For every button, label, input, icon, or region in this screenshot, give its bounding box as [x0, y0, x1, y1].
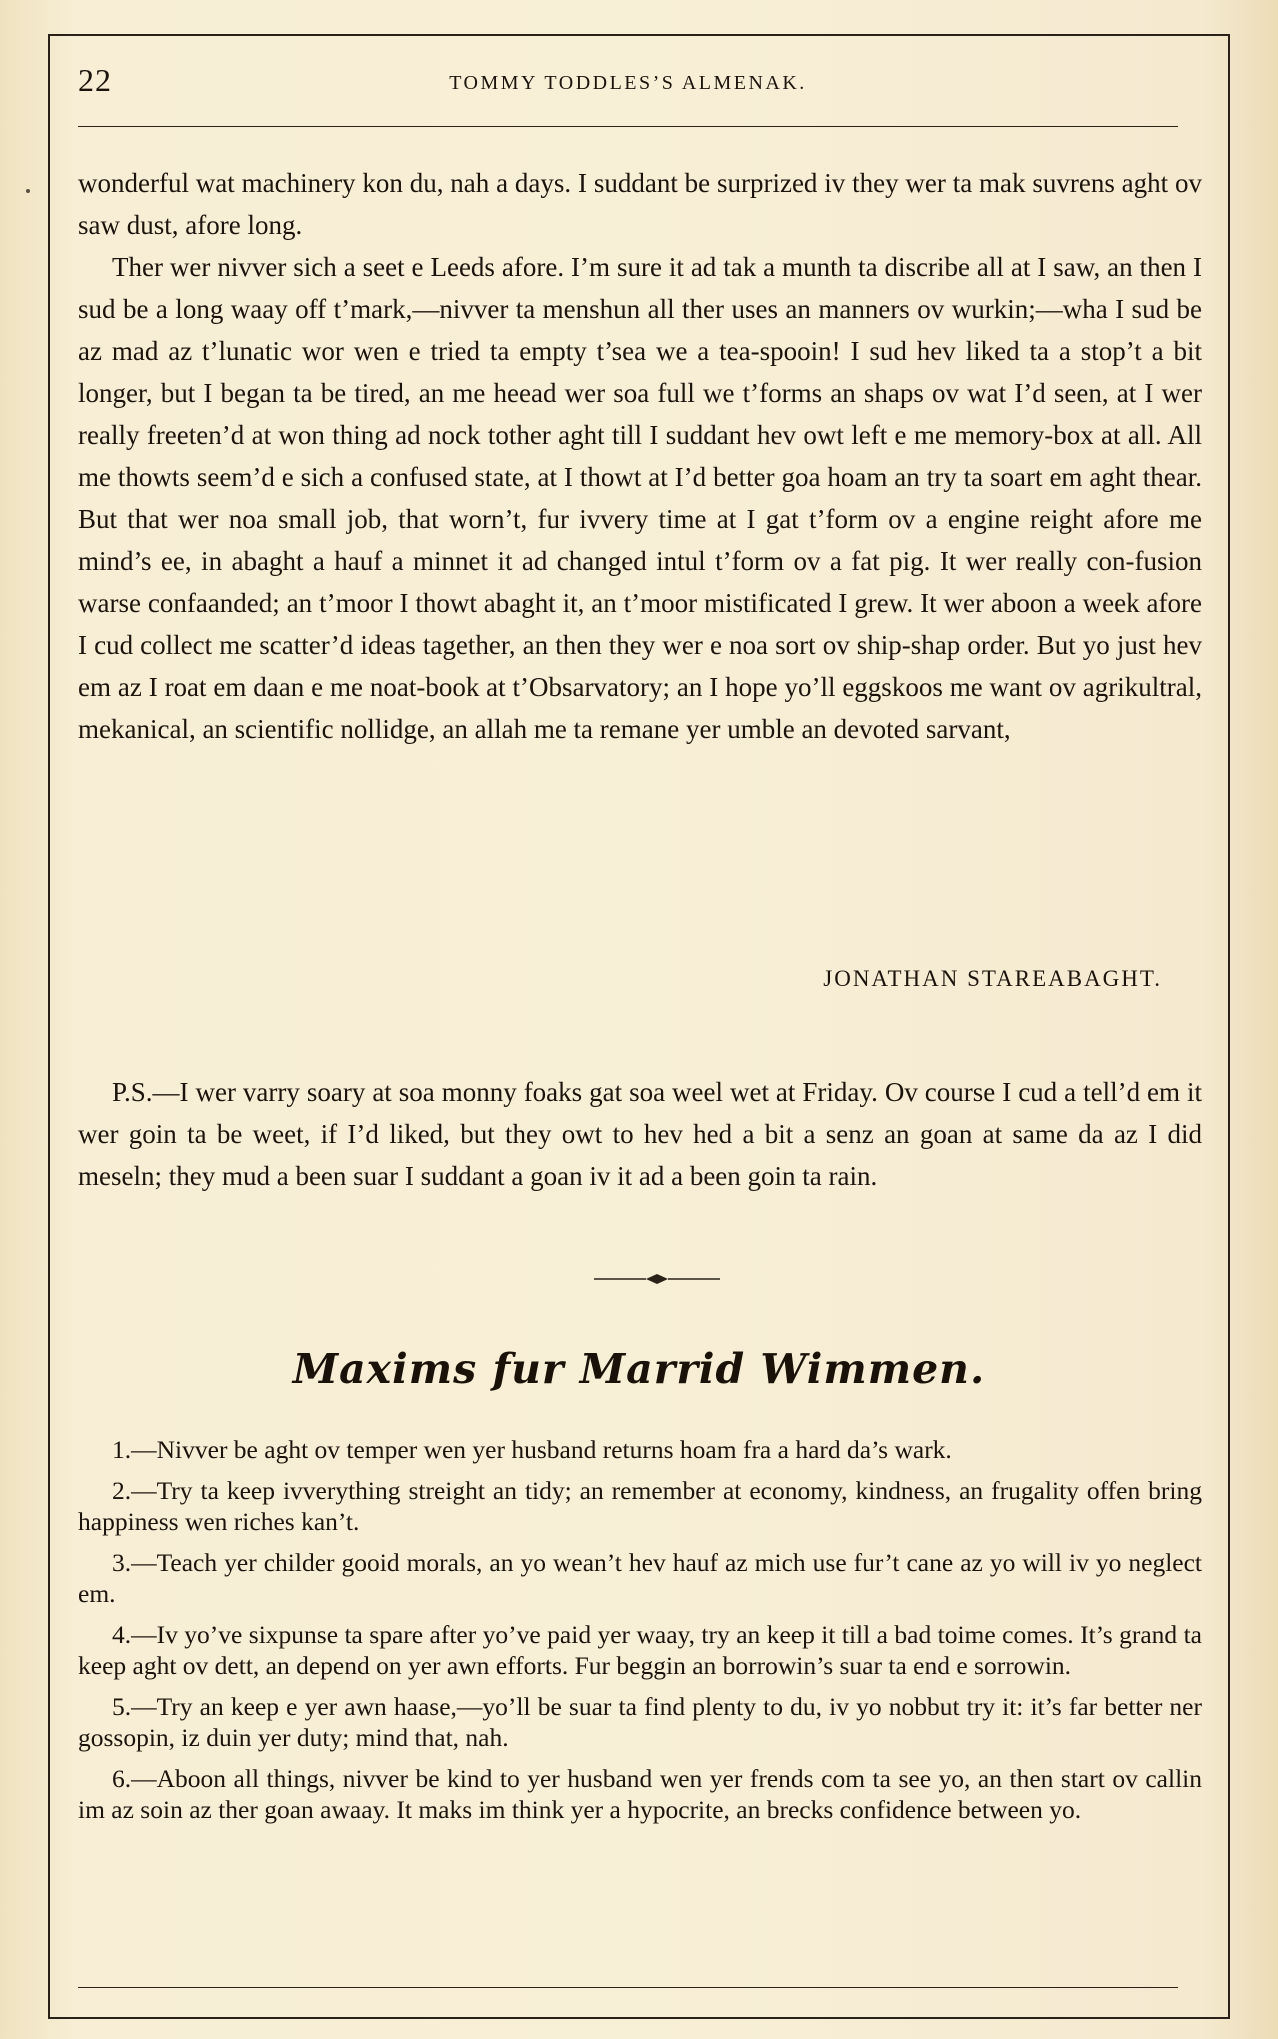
- margin-speck: [26, 189, 30, 193]
- page-frame-top: [48, 34, 1230, 36]
- page-frame-right: [1228, 34, 1230, 2019]
- page-frame-left: [48, 34, 50, 2019]
- maxim-item: 1.—Nivver be aght ov temper wen yer husband returns hoam fra a hard da’s wark.: [112, 1435, 952, 1464]
- maxim-item: 2.—Try ta keep ivverything streight an tidy; an remember at economy, kindness, an frugality offen bring happiness wen riches kan’t.: [78, 1476, 1202, 1536]
- maxim-item: 4.—Iv yo’ve sixpunse ta spare after yo’ve paid yer waay, try an keep it till a bad toime comes. It’s grand ta keep aght ov dett, an depend on yer awn efforts. Fur beggin an borrowin’s suar ta end e sorrowin.: [78, 1620, 1202, 1680]
- letter-paragraph: Ther wer nivver sich a seet e Leeds afore. I’m sure it ad tak a munth ta discribe all at I saw, an then I sud be a long waay off t’mark,—nivver ta menshun all ther uses an manners ov wurkin;—wha I sud be az mad az t’lunatic wor wen e tried ta empty t’sea we a tea-spooin! I sud hev liked ta a stop’t a bit longer, but I began ta be tired, an me heead wer soa full we t’forms an shaps ov wat I’d seen, at I wer really freeten’d at won thing ad nock tother aght till I suddant hev owt left e me memory-box at all. All me thowts seem’d e sich a confused state, at I thowt at I’d better goa hoam an try ta soart em aght thear. But that wer noa small job, that worn’t, fur ivvery time at I gat t’form ov a engine reight afore me mind’s ee, in abaght a hauf a minnet it ad changed intul t’form ov a fat pig. It wer really con-fusion warse confaanded; an t’moor I thowt abaght it, an t’moor mistificated I grew. It wer aboon a week afore I cud collect me scatter’d ideas tagether, an then they wer e noa sort ov ship-shap order. But yo just hev em az I roat em daan e me noat-book at t’Obsarvatory; an I hope yo’ll eggskoos me want ov agrikultral, mekanical, an scientific nollidge, an allah me ta remane yer umble an devoted sarvant,: [78, 252, 1202, 744]
- signature: JONATHAN STAREABAGHT.: [823, 966, 1162, 991]
- section-title: Maxims fur Marrid Wimmen.: [292, 1345, 986, 1393]
- page-frame-bottom: [48, 2017, 1230, 2019]
- ornament-divider: [594, 1271, 720, 1287]
- letter-body: [78, 162, 1202, 750]
- page-number: 22: [78, 62, 112, 98]
- maxims-list: [78, 1434, 1202, 1835]
- maxim-item: 6.—Aboon all things, nivver be kind to yer husband wen yer frends com ta see yo, an then start ov callin im az soin az ther goan awaay. It maks im think yer a hypocrite, an brecks confidence between yo.: [78, 1764, 1202, 1824]
- footer-rule: [78, 1987, 1178, 1988]
- header-rule: [78, 126, 1178, 127]
- running-head: TOMMY TODDLES’S ALMENAK.: [449, 72, 807, 94]
- page-header: [78, 62, 1178, 106]
- postscript: P.S.—I wer varry soary at soa monny foaks gat soa weel wet at Friday. Ov course I cud a tell’d em it wer goin ta be weet, if I’d liked, but they owt to hev hed a bit a senz an goan at same da az I did meseln; they mud a been suar I suddant a goan iv it ad a been goin ta rain.: [78, 1077, 1202, 1191]
- letter-paragraph: wonderful wat machinery kon du, nah a days. I suddant be surprized iv they wer ta mak suvrens aght ov saw dust, afore long.: [78, 168, 1202, 240]
- maxim-item: 5.—Try an keep e yer awn haase,—yo’ll be suar ta find plenty to du, iv yo nobbut try it: it’s far better ner gossopin, iz duin yer duty; mind that, nah.: [78, 1692, 1202, 1752]
- maxim-item: 3.—Teach yer childer gooid morals, an yo wean’t hev hauf az mich use fur’t cane az yo will iv yo neglect em.: [78, 1548, 1202, 1608]
